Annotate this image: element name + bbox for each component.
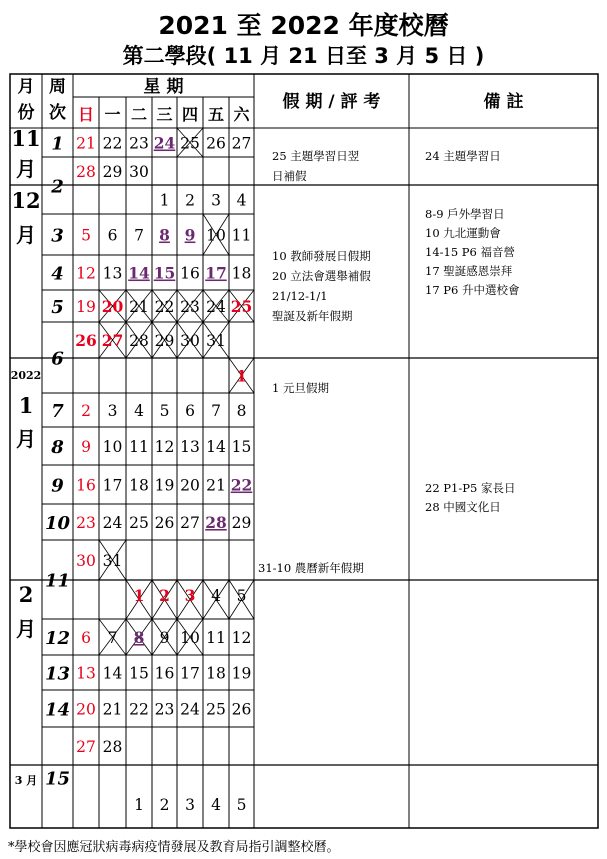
- header-weekdays-title: 星 期: [143, 77, 184, 97]
- day-number: 29: [231, 514, 252, 532]
- day-number: 1: [236, 366, 247, 386]
- day-number: 27: [180, 514, 200, 532]
- day-number: 5: [159, 402, 170, 420]
- day-number: 15: [231, 438, 252, 456]
- day-number: 26: [231, 700, 252, 719]
- month-label: 11: [11, 126, 41, 151]
- day-number: 16: [76, 476, 96, 495]
- day-number: 10: [102, 438, 123, 456]
- week-number: 10: [44, 513, 71, 534]
- remark-note: 8-9 戶外學習日: [425, 207, 505, 221]
- day-number: 21: [206, 476, 226, 495]
- page-title: 2021 至 2022 年度校曆: [158, 11, 449, 40]
- week-number: 8: [51, 437, 64, 458]
- month-label: 2: [18, 582, 34, 607]
- day-number: 17: [205, 263, 227, 283]
- day-number: 9: [184, 225, 196, 245]
- day-number: 3: [185, 796, 195, 814]
- header-week: 次: [49, 103, 66, 123]
- day-number: 1: [134, 796, 144, 814]
- holiday-note: 25 主題學習日翌: [272, 149, 360, 163]
- remark-note: 10 九北運動會: [425, 226, 501, 240]
- day-number: 26: [75, 331, 97, 350]
- holiday-notes-nov: [272, 146, 359, 186]
- day-number: 12: [76, 264, 96, 283]
- day-number: 1: [159, 191, 170, 210]
- day-number: 21: [102, 700, 123, 719]
- day-number: 11: [231, 226, 252, 245]
- week-number: 3: [51, 225, 64, 247]
- week-number: 15: [44, 768, 71, 790]
- holiday-notes-jan: [272, 378, 329, 398]
- day-number: 20: [101, 297, 124, 316]
- week-number: 2: [51, 176, 64, 198]
- month-label: 2022: [10, 369, 42, 382]
- day-number: 7: [107, 629, 118, 647]
- holiday-note: 21/12-1/1: [272, 289, 328, 303]
- day-number: 24: [153, 133, 176, 153]
- header-remarks: 備 註: [483, 92, 524, 112]
- day-number: 15: [129, 664, 149, 683]
- day-number: 2: [159, 796, 170, 814]
- week-number: 4: [51, 263, 64, 285]
- day-number: 12: [154, 438, 175, 456]
- week-number: 13: [44, 663, 71, 685]
- day-number: 5: [236, 796, 247, 814]
- day-number: 29: [154, 332, 175, 350]
- day-number: 15: [153, 263, 176, 283]
- month-label: 12: [11, 188, 41, 213]
- header-month: 月: [17, 77, 35, 97]
- day-number: 19: [154, 476, 175, 495]
- header-weekday: 三: [156, 105, 173, 124]
- day-number: 14: [128, 263, 150, 283]
- day-number: 14: [206, 438, 226, 456]
- holiday-note: 聖誕及新年假期: [272, 309, 353, 323]
- day-number: 13: [180, 438, 200, 456]
- day-number: 25: [230, 297, 253, 316]
- header-weekday: 六: [233, 105, 250, 124]
- day-number: 10: [206, 226, 226, 245]
- day-number: 23: [129, 134, 149, 153]
- day-number: 17: [180, 664, 200, 683]
- month-label: 月: [16, 427, 36, 451]
- remark-notes-jan: [425, 479, 515, 517]
- day-number: 31: [102, 552, 123, 570]
- day-number: 18: [206, 664, 226, 683]
- day-number: 2: [81, 402, 91, 420]
- day-number: 19: [76, 298, 96, 316]
- day-number: 23: [154, 700, 175, 719]
- day-number: 2: [185, 191, 195, 210]
- holiday-note: 1 元旦假期: [272, 381, 329, 395]
- day-number: 5: [81, 226, 91, 245]
- remark-note: 17 P6 升中選校會: [425, 283, 520, 297]
- day-number: 22: [129, 700, 149, 719]
- month-label: 月: [16, 617, 36, 641]
- week-number: 14: [44, 699, 71, 721]
- day-number: 16: [180, 264, 200, 283]
- remark-note: 24 主題學習日: [425, 149, 501, 163]
- remark-notes-dec: [425, 205, 520, 300]
- header-weekday: 日: [77, 105, 95, 124]
- day-number: 13: [102, 264, 123, 283]
- header-week: 周: [49, 77, 66, 97]
- holiday-note: 31-10 農曆新年假期: [258, 561, 364, 575]
- day-number: 19: [231, 664, 252, 683]
- day-number: 4: [211, 587, 221, 605]
- day-number: 29: [102, 163, 123, 181]
- header-holidays: 假 期 / 評 考: [282, 92, 381, 112]
- day-number: 24: [102, 514, 123, 532]
- day-number: 27: [76, 738, 96, 756]
- month-label: 月: [16, 223, 36, 247]
- day-number: 30: [180, 332, 200, 350]
- day-number: 18: [129, 476, 149, 495]
- day-number: 30: [76, 552, 96, 570]
- day-number: 22: [102, 134, 123, 153]
- day-number: 25: [206, 700, 226, 719]
- day-number: 20: [76, 700, 96, 719]
- holiday-notes-cny: [258, 558, 364, 578]
- day-number: 30: [129, 163, 149, 181]
- day-number: 24: [206, 298, 226, 316]
- day-number: 11: [206, 629, 226, 647]
- week-number: 11: [44, 570, 71, 592]
- holiday-note: 日補假: [272, 169, 307, 183]
- week-number: 5: [51, 297, 64, 318]
- day-number: 2: [159, 586, 170, 605]
- footnote: *學校會因應冠狀病毒病疫情發展及教育局指引調整校曆。: [8, 840, 340, 855]
- day-number: 26: [206, 134, 226, 153]
- day-number: 16: [154, 664, 175, 683]
- day-number: 28: [129, 332, 149, 350]
- day-number: 26: [154, 514, 175, 532]
- day-number: 3: [211, 191, 221, 210]
- day-number: 11: [129, 438, 149, 456]
- day-number: 22: [154, 298, 175, 316]
- day-number: 14: [102, 664, 123, 683]
- day-number: 28: [205, 513, 227, 532]
- day-number: 4: [134, 402, 144, 420]
- month-label: 月: [16, 157, 36, 181]
- day-number: 20: [180, 476, 200, 495]
- day-number: 7: [134, 226, 144, 245]
- day-number: 9: [81, 438, 91, 456]
- week-number: 9: [51, 475, 64, 497]
- day-number: 7: [211, 402, 221, 420]
- day-number: 27: [101, 331, 124, 350]
- day-number: 31: [206, 332, 226, 350]
- day-number: 3: [107, 402, 118, 420]
- day-number: 25: [180, 134, 200, 153]
- day-number: 18: [231, 264, 252, 283]
- remark-note: 22 P1-P5 家長日: [425, 481, 516, 495]
- holiday-note: 10 教師發展日假期: [272, 249, 371, 263]
- day-number: 6: [107, 226, 118, 245]
- day-number: 24: [180, 700, 200, 719]
- day-number: 28: [76, 163, 96, 181]
- day-number: 8: [159, 225, 170, 245]
- holiday-notes-dec: [272, 246, 371, 326]
- remark-note: 17 聖誕感恩崇拜: [425, 264, 513, 278]
- week-number: 12: [44, 628, 71, 649]
- day-number: 4: [236, 191, 247, 210]
- remark-note: 28 中國文化日: [425, 500, 501, 514]
- day-number: 8: [236, 402, 247, 420]
- page-subtitle: 第二學段( 11 月 21 日至 3 月 5 日 ): [122, 44, 485, 68]
- month-label: 3 月: [14, 774, 38, 787]
- day-number: 6: [185, 402, 195, 420]
- day-number: 1: [133, 586, 145, 605]
- day-number: 21: [129, 298, 149, 316]
- week-number: 1: [51, 133, 64, 155]
- day-number: 4: [211, 796, 221, 814]
- day-number: 8: [133, 628, 145, 647]
- day-number: 9: [159, 629, 170, 647]
- table-frame: [10, 74, 598, 828]
- header-weekday: 二: [130, 105, 148, 124]
- header-weekday: 五: [207, 105, 225, 124]
- remark-notes-nov: [425, 146, 501, 166]
- remark-note: 14-15 P6 福音營: [425, 245, 516, 259]
- header-weekday: 一: [104, 105, 121, 124]
- day-number: 22: [230, 475, 253, 495]
- day-number: 28: [102, 738, 123, 756]
- day-number: 23: [76, 514, 96, 532]
- header-month: 份: [17, 103, 35, 123]
- day-number: 5: [236, 587, 247, 605]
- day-number: 6: [81, 629, 91, 647]
- holiday-note: 20 立法會選舉補假: [272, 269, 371, 283]
- header-weekday: 四: [181, 105, 199, 124]
- day-number: 17: [102, 476, 123, 495]
- week-number: 7: [51, 401, 64, 422]
- day-number: 21: [76, 134, 96, 153]
- day-number: 13: [76, 664, 96, 683]
- day-number: 3: [184, 586, 196, 605]
- day-number: 12: [231, 629, 252, 647]
- day-number: 27: [231, 134, 252, 153]
- week-number: 6: [51, 348, 64, 370]
- day-number: 23: [180, 298, 200, 316]
- day-number: 10: [180, 629, 200, 647]
- day-number: 25: [129, 514, 149, 532]
- month-label: 1: [18, 393, 34, 418]
